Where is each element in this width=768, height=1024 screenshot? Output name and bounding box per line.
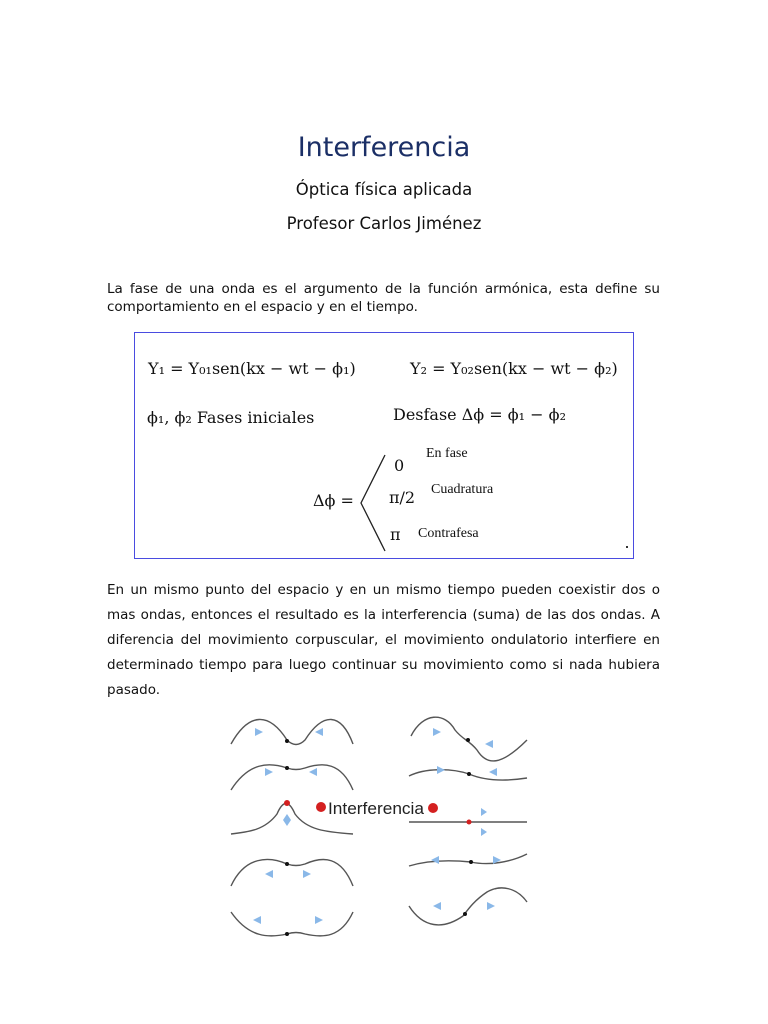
formula-y1: Y₁ = Y₀₁sen(kx − wt − ϕ₁) xyxy=(148,359,356,378)
left-wave-1 xyxy=(231,719,353,744)
intro-paragraph: La fase de una onda es el argumento de la función armónica, esta define su comportamiento en el espacio y en el tiempo. xyxy=(107,281,660,315)
formula-y2: Y₂ = Y₀₂sen(kx − wt − ϕ₂) xyxy=(410,359,618,378)
right-arrows xyxy=(431,728,501,910)
right-wave-4 xyxy=(409,854,527,866)
left-wave-5 xyxy=(231,912,353,936)
right-wave-5 xyxy=(409,888,527,925)
case-value-0: 0 xyxy=(394,456,405,475)
stray-dot xyxy=(626,546,628,548)
body-paragraph: En un mismo punto del espacio y en un mismo tiempo pueden coexistir dos o mas ondas, entonces el resultado es la interferencia (suma) de las dos ondas. A diferencia del movimiento corpuscular, el movimiento ondulatorio interfiere en determinado tiempo para luego continuar su movimiento como si nada hubiera pasado. xyxy=(107,582,660,698)
left-peak-dot xyxy=(284,800,290,806)
formula-phases: ϕ₁, ϕ₂ Fases iniciales xyxy=(147,408,315,427)
page-subtitle: Óptica física aplicada xyxy=(295,180,473,199)
case-value-1: π/2 xyxy=(389,488,416,507)
case-label-2: Contrafesa xyxy=(418,526,479,541)
left-contact-dots xyxy=(285,739,289,936)
formula-desfase: Desfase Δϕ = ϕ₁ − ϕ₂ xyxy=(393,405,566,424)
left-wave-2 xyxy=(231,765,353,790)
label-dot-left xyxy=(316,802,326,812)
case-label-1: Cuadratura xyxy=(431,482,494,497)
case-label-0: En fase xyxy=(426,446,468,461)
right-null-dot xyxy=(467,820,472,825)
figure-label: Interferencia xyxy=(328,799,425,818)
case-value-2: π xyxy=(390,525,401,544)
author-line: Profesor Carlos Jiménez xyxy=(286,214,482,233)
interference-figure xyxy=(225,706,545,960)
left-wave-4 xyxy=(231,859,353,886)
page-title: Interferencia xyxy=(297,132,471,163)
label-dot-right xyxy=(428,803,438,813)
left-waves xyxy=(231,719,353,935)
right-contact-dots xyxy=(463,738,473,916)
formula-box xyxy=(134,332,634,559)
formula-delta: Δϕ = xyxy=(313,491,354,510)
